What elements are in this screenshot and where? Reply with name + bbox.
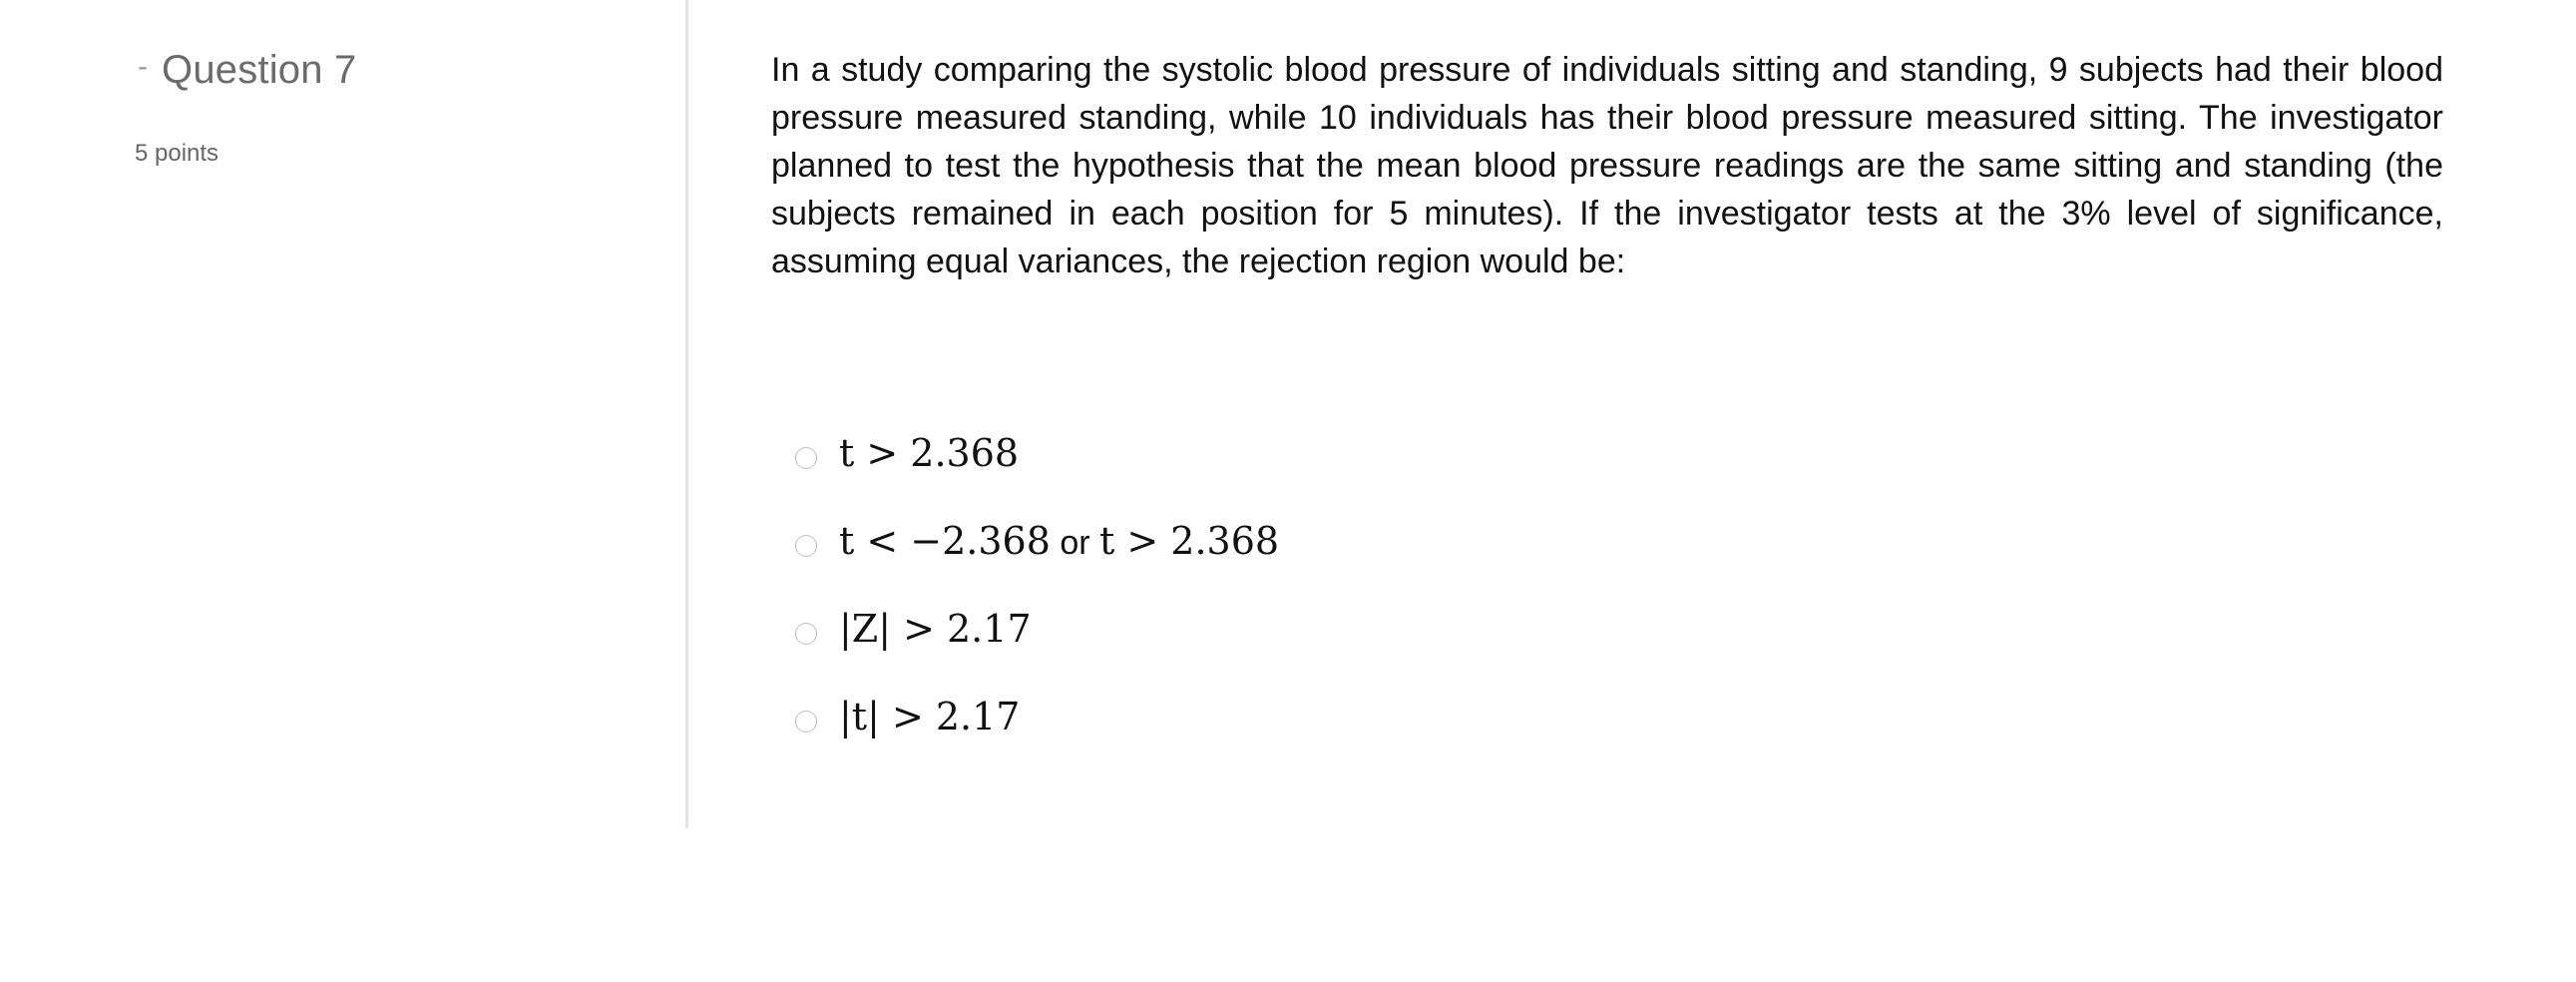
answer-option-connector: or: [1050, 524, 1100, 562]
question-title: Question 7: [162, 48, 357, 92]
answer-option-label-part2: t > 2.368: [1099, 519, 1280, 563]
answer-option-1[interactable]: [795, 409, 1279, 497]
question-prompt: In a study comparing the systolic blood pressure of individuals sitting and standing, 9 subjects had their blood pressure measured standing, while 10 individuals has their blood pressure measured sitting. The investigator planned to test the hypothesis that the mean blood pressure readings are the same sitting and standing (the subjects remained in each position for 5 minutes). If the investigator tests at the 3% level of significance, assuming equal variances, the rejection region would be:: [771, 51, 2443, 280]
radio-button[interactable]: [795, 711, 817, 733]
radio-button[interactable]: [795, 447, 817, 469]
answer-option-label: |Z| > 2.17: [839, 607, 1032, 651]
answer-option-2[interactable]: [795, 497, 1279, 585]
answer-option-label: |t| > 2.17: [839, 695, 1021, 738]
answer-option-label: t > 2.368: [839, 431, 1020, 475]
answer-option-label-part1: t < −2.368: [839, 519, 1051, 563]
question-header[interactable]: [138, 48, 356, 93]
answer-option-label: [839, 519, 1279, 563]
radio-button[interactable]: [795, 535, 817, 557]
question-sidebar: [0, 0, 688, 828]
answer-options: [795, 409, 1279, 760]
collapse-icon[interactable]: -: [138, 49, 148, 83]
question-points: 5 points: [135, 140, 219, 167]
radio-button[interactable]: [795, 623, 817, 645]
answer-option-4[interactable]: [795, 673, 1279, 760]
answer-option-3[interactable]: [795, 585, 1279, 673]
